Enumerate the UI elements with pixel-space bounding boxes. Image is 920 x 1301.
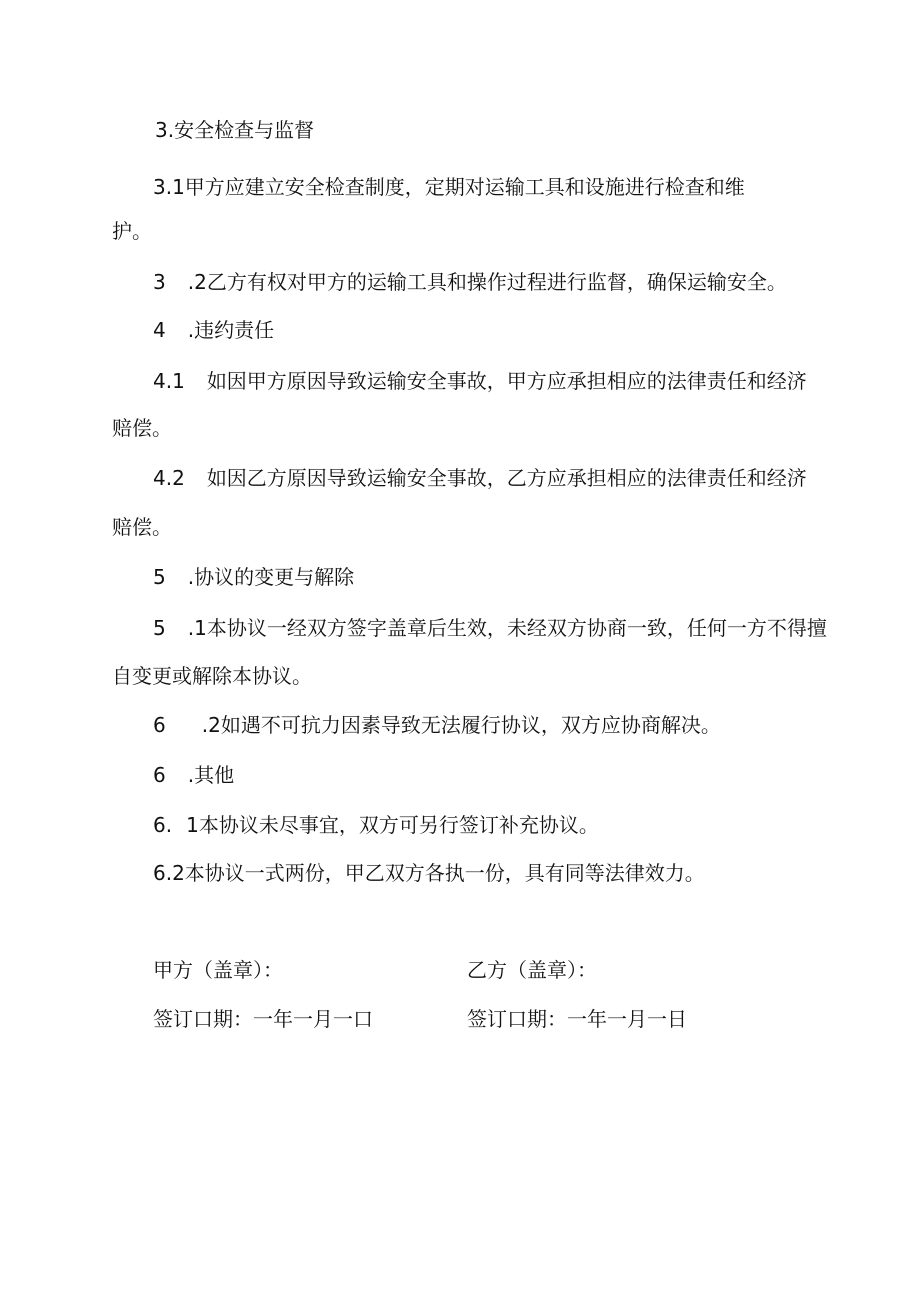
clause-4-1-number: 4.1 [153,369,185,393]
clause-4-1-line-2 [112,414,172,442]
clause-3-2 [153,268,787,296]
party-a-seal-label [153,956,283,984]
party-a-seal-text: 甲方（盖章）： [153,958,283,982]
party-b-sign-date-text: 签订口期：一年一月一日 [467,1007,687,1031]
clause-4-1-line-1 [153,367,807,395]
party-b-seal-label [467,956,597,984]
section-5-heading [153,563,354,591]
section-5-number: 5 [153,565,166,589]
clause-4-1-continuation: 赔偿。 [112,416,172,440]
clause-6-1-number: 6. [153,813,173,837]
clause-4-1-text: 如因甲方原因导致运输安全事故，甲方应承担相应的法律责任和经济 [206,369,807,393]
clause-6-2-text: 6.2本协议一式两份，甲乙双方各执一份，具有同等法律效力。 [153,861,705,885]
section-6-number: 6 [153,763,166,787]
clause-6-1 [153,811,599,839]
section-5-heading-text: .协议的变更与解除 [187,565,355,589]
clause-3-1-text: 3.1甲方应建立安全检查制度，定期对运输工具和设施进行检查和维 [153,175,745,199]
clause-5-1-number: 5 [153,616,166,640]
clause-5-1-line-1 [153,614,827,642]
clause-4-2-number: 4.2 [153,466,185,490]
section-4-number: 4 [153,318,166,342]
section-6-heading [153,761,234,789]
section-6-heading-text: .其他 [187,763,235,787]
clause-5-1-continuation: 自变更或解除本协议。 [112,664,312,688]
clause-3-1-line-2 [112,217,152,245]
clause-6-2 [153,859,705,887]
clause-6-1-text: 1本协议未尽事宜，双方可另行签订补充协议。 [186,813,599,837]
clause-4-2-line-2 [112,513,172,541]
clause-4-2-text: 如因乙方原因导致运输安全事故，乙方应承担相应的法律责任和经济 [206,466,807,490]
section-3-heading-text: 3.安全检查与监督 [155,118,315,142]
section-3-heading [155,116,314,144]
clause-3-2-number: 3 [153,270,166,294]
clause-5-1-line-2 [112,662,312,690]
clause-6-2-first [153,711,721,739]
clause-6-2-first-number: 6 [153,713,166,737]
clause-3-1-continuation: 护。 [112,219,152,243]
section-4-heading [153,316,274,344]
clause-6-2-first-text: .2如遇不可抗力因素导致无法履行协议，双方应协商解决。 [201,713,721,737]
party-b-seal-text: 乙方（盖章）： [467,958,597,982]
clause-5-1-text: .1本协议一经双方签字盖章后生效，未经双方协商一致，任何一方不得擅 [187,616,827,640]
party-b-sign-date [467,1005,687,1033]
party-a-sign-date [153,1005,373,1033]
section-4-heading-text: .违约责任 [187,318,275,342]
clause-4-2-continuation: 赔偿。 [112,515,172,539]
clause-3-1-line-1 [153,173,745,201]
clause-3-2-text: .2乙方有权对甲方的运输工具和操作过程进行监督，确保运输安全。 [187,270,787,294]
clause-4-2-line-1 [153,464,807,492]
party-a-sign-date-text: 签订口期：一年一月一口 [153,1007,373,1031]
